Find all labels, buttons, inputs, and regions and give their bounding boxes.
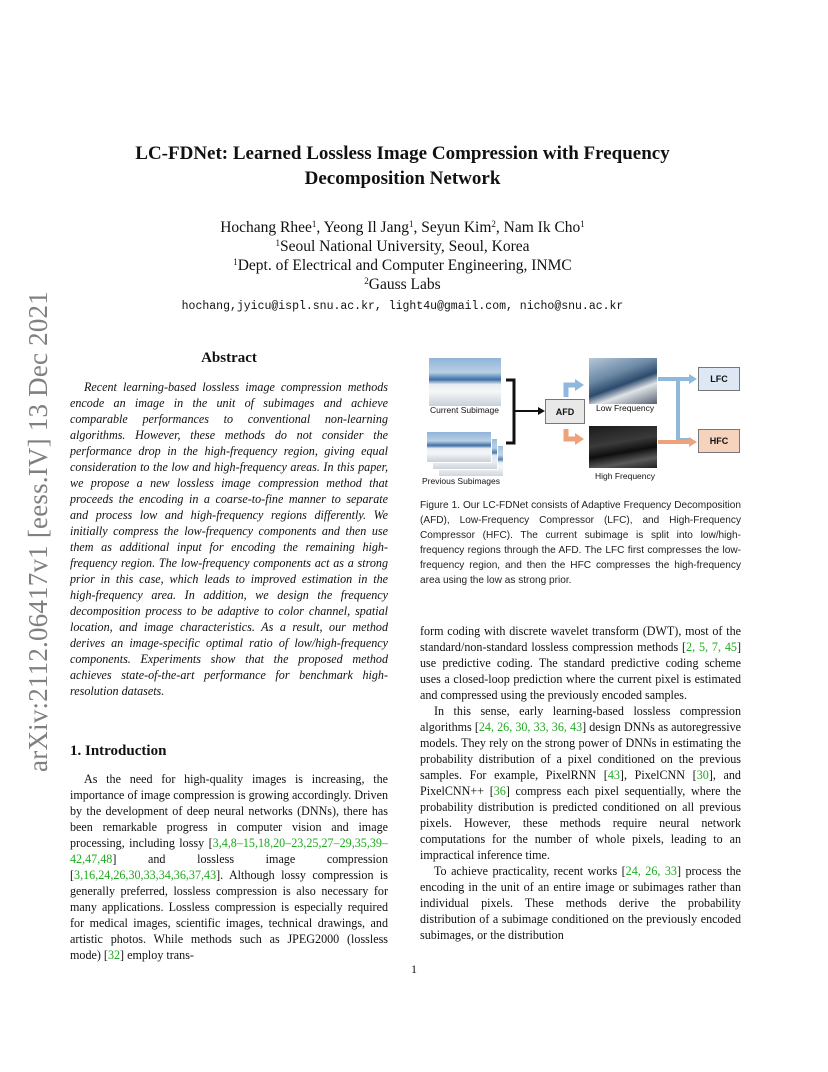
paragraph xyxy=(420,623,741,703)
lfc-box xyxy=(698,367,740,391)
figure-1-diagram xyxy=(418,345,748,491)
title-line-1: LC-FDNet: Learned Lossless Image Compression with Frequency xyxy=(135,143,670,164)
aff-sup: 2 xyxy=(364,276,369,286)
citation-link[interactable]: 30 xyxy=(696,768,709,782)
aff-text: Seoul National University, Seoul, Korea xyxy=(279,238,530,255)
citation-link[interactable]: 3,4,8–15,18,20–23,25,27–29,35,39–42,47,48 xyxy=(70,836,388,866)
low-frequency-label: Low Frequency xyxy=(596,403,655,413)
body-text: ] compress each pixel sequentially, where the probability distribution is predicted conditioned on all previous pixels. However, these methods require neural network computations for the number of whole pixels, leading to an impractical inference time. xyxy=(420,784,741,862)
title-line-2: Decomposition Network xyxy=(304,168,501,189)
lfc-arrowhead xyxy=(689,374,697,384)
citation-link[interactable]: 2, 5, 7, 45 xyxy=(686,640,737,654)
aff-sup: 1 xyxy=(275,238,280,248)
author-block xyxy=(100,218,705,316)
paragraph xyxy=(420,863,741,943)
citation-link[interactable]: 36 xyxy=(493,784,506,798)
previous-subimages-label: Previous Subimages xyxy=(422,476,500,486)
figure-1-caption: Figure 1. Our LC-FDNet consists of Adaptive Frequency Decomposition (AFD), Low-Frequency Compressor (LFC), and High-Frequency Compressor (HFC). The current subimage is split into low/high-frequency regions through the AFD. The LFC first compresses the low-frequency region, and then the HFC compresses the high-frequency area using the low as strong prior. xyxy=(420,500,741,586)
aff-sup: 1 xyxy=(233,257,238,267)
author-text: Hochang Rhee xyxy=(220,219,312,236)
arxiv-sidebar-stamp xyxy=(8,286,68,776)
author-sup: 1 xyxy=(408,219,414,229)
afd-to-high-arrow xyxy=(566,429,576,439)
abstract-text: Recent learning-based lossless image compression methods encode an image in the unit of subimages and achieve comparable performances to conventional non-learning algorithms. However, these methods do not consider the performance drop in the high-frequency region, giving equal consideration to the low and high-frequency areas. In this paper, we propose a new lossless image compression method that proceeds the encoding in a coarse-to-fine manner to separate and process low and high-frequency regions differently. We initially compress the low-frequency components and then use them as additional input for encoding the remaining high-frequency region. The low-frequency components act as a strong prior in this case, which leads to improved estimation in the high-frequency area. In addition, we design the frequency decomposition process to be adaptive to color channel, spatial location, and image characteristics. As a result, our method derives an image-specific optimal ratio of low/high-frequency components. Experiments show that the proposed method achieves state-of-the-art performance for benchmark high-resolution datasets. xyxy=(70,380,388,698)
body-text: ] process the encoding in the unit of an entire image or subimages rather than individual pixels. These methods derive the probability distribution of a subimage conditioned on the previously encoded subimages, or the distribution xyxy=(420,864,742,942)
afd-to-low-arrow xyxy=(566,385,576,397)
author-text: , Seyun Kim xyxy=(413,219,492,236)
low-frequency-image xyxy=(588,357,658,405)
page-number: 1 xyxy=(411,962,417,976)
arxiv-identifier: arXiv:2112.06417v1 [eess.IV] 13 Dec 2021 xyxy=(22,290,53,772)
citation-link[interactable]: 43 xyxy=(607,768,620,782)
low-prior-line xyxy=(678,379,690,440)
body-text: To achieve practicality, recent works [ xyxy=(434,864,626,878)
current-subimage-label: Current Subimage xyxy=(430,405,499,415)
citation-link[interactable]: 24, 26, 30, 33, 36, 43 xyxy=(478,720,583,734)
author-sup: 1 xyxy=(311,219,317,229)
paper-title xyxy=(100,141,705,191)
hfc-label: HFC xyxy=(709,436,729,446)
author-text: , Yeong Il Jang xyxy=(316,219,409,236)
high-arrowhead xyxy=(575,433,584,445)
intro-text: ] employ trans- xyxy=(120,948,194,962)
bracket-arrowhead xyxy=(538,407,545,415)
affiliation-3 xyxy=(100,275,705,294)
right-column-text xyxy=(420,623,741,943)
body-text: form coding with discrete wavelet transform (DWT), most of the standard/non-standard lossless compression methods [ xyxy=(420,624,741,654)
aff-text: Gauss Labs xyxy=(368,276,441,293)
author-sup: 1 xyxy=(580,219,585,229)
high-frequency-label: High Frequency xyxy=(595,471,656,481)
citation-link[interactable]: 24, 26, 33 xyxy=(625,864,677,878)
hfc-box xyxy=(698,429,740,453)
body-text: ] design DNNs as autoregressive models. They rely on the strong power of DNNs in estimating the probability distribution of a pixel conditioned on the previous samples. For example, PixelRNN [ xyxy=(420,720,742,782)
body-text: ], PixelCNN [ xyxy=(619,768,697,782)
low-arrowhead xyxy=(575,379,584,391)
introduction-paragraph xyxy=(70,771,388,963)
body-text: ], and PixelCNN++ [ xyxy=(420,768,741,798)
affiliation-1 xyxy=(100,237,705,256)
body-text: In this sense, early learning-based lossless compression algorithms [ xyxy=(420,704,741,734)
lfc-label: LFC xyxy=(710,374,728,384)
afd-label: AFD xyxy=(555,406,575,417)
affiliation-2 xyxy=(100,256,705,275)
body-text: ] use predictive coding. The standard predictive coding scheme uses a closed-loop prediction where the current pixel is estimated and compressed using the previously encoded samples. xyxy=(420,640,741,702)
intro-text: ]. Although lossy compression is generally preferred, lossless compression is also necessary for many applications. Lossless compression is especially required for medical images, scientific images, technical drawings, and artistic photos. While methods such as JPEG2000 (lossless mode) [ xyxy=(70,868,388,962)
author-emails[interactable]: hochang,jyicu@ispl.snu.ac.kr, light4u@gmail.com, nicho@snu.ac.kr xyxy=(181,300,624,313)
aff-text: Dept. of Electrical and Computer Engineering, INMC xyxy=(237,257,572,274)
intro-text: ] and lossless image compression [ xyxy=(70,852,388,882)
author-text: , Nam Ik Cho xyxy=(495,219,581,236)
abstract-heading: Abstract xyxy=(201,350,257,366)
intro-text: As the need for high-quality images is increasing, the importance of image compression is growing accordingly. Driven by the development of deep neural networks (DNNs), there has been remarkable progress in computer vision and image processing, including lossy [ xyxy=(70,772,388,850)
author-names xyxy=(100,218,705,237)
high-frequency-image xyxy=(588,425,658,469)
hfc-arrowhead xyxy=(689,437,697,447)
citation-link[interactable]: 32 xyxy=(107,948,121,962)
author-sup: 2 xyxy=(491,219,496,229)
citation-link[interactable]: 3,16,24,26,30,33,34,36,37,43 xyxy=(74,868,217,882)
paragraph xyxy=(420,703,741,863)
merge-bracket xyxy=(506,380,514,443)
introduction-heading: 1. Introduction xyxy=(70,743,167,759)
afd-box xyxy=(545,399,585,424)
